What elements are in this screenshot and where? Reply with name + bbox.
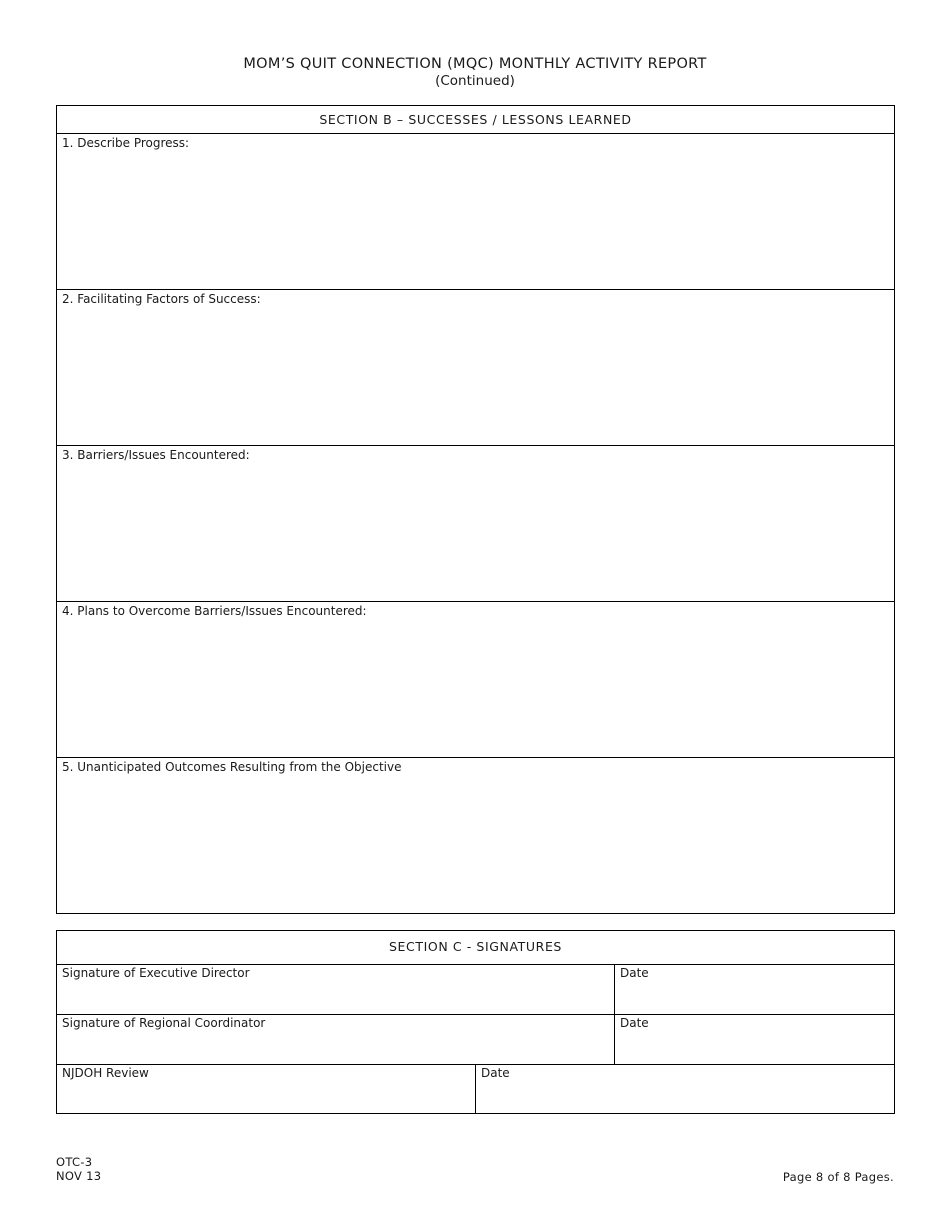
facilitating-factors-label: 2. Facilitating Factors of Success:	[62, 292, 261, 306]
form-revision-date: NOV 13	[56, 1169, 102, 1183]
executive-director-date-label: Date	[620, 966, 649, 980]
describe-progress-label: 1. Describe Progress:	[62, 136, 190, 150]
section-c-heading: SECTION C - SIGNATURES	[57, 931, 894, 965]
executive-director-signature-label: Signature of Executive Director	[62, 966, 250, 980]
section-b-table	[56, 105, 895, 914]
unanticipated-outcomes-field[interactable]	[57, 758, 894, 913]
executive-director-signature-field[interactable]	[57, 965, 615, 1014]
describe-progress-field[interactable]	[57, 134, 894, 290]
unanticipated-outcomes-label: 5. Unanticipated Outcomes Resulting from the Objective	[62, 760, 402, 774]
plans-overcome-label: 4. Plans to Overcome Barriers/Issues Encountered:	[62, 604, 367, 618]
signature-row	[57, 1065, 894, 1113]
section-c-table	[56, 930, 895, 1114]
njdoh-review-field[interactable]	[57, 1065, 476, 1113]
barriers-issues-field[interactable]	[57, 446, 894, 602]
signature-row	[57, 1015, 894, 1065]
form-title: MOM’S QUIT CONNECTION (MQC) MONTHLY ACTIVITY REPORT	[243, 56, 707, 72]
njdoh-review-date-field[interactable]	[476, 1065, 894, 1113]
regional-coordinator-date-field[interactable]	[615, 1015, 894, 1064]
form-code: OTC-3	[56, 1155, 93, 1169]
regional-coordinator-date-label: Date	[620, 1016, 649, 1030]
regional-coordinator-signature-field[interactable]	[57, 1015, 615, 1064]
signature-row	[57, 965, 894, 1015]
plans-overcome-field[interactable]	[57, 602, 894, 758]
regional-coordinator-signature-label: Signature of Regional Coordinator	[62, 1016, 266, 1030]
form-code-block	[56, 1155, 101, 1183]
page-number: Page 8 of 8 Pages.	[782, 1170, 894, 1184]
njdoh-review-date-label: Date	[481, 1066, 510, 1080]
executive-director-date-field[interactable]	[615, 965, 894, 1014]
section-b-heading: SECTION B – SUCCESSES / LESSONS LEARNED	[57, 106, 894, 134]
barriers-issues-label: 3. Barriers/Issues Encountered:	[62, 448, 250, 462]
njdoh-review-label: NJDOH Review	[62, 1066, 149, 1080]
facilitating-factors-field[interactable]	[57, 290, 894, 446]
form-subtitle: (Continued)	[435, 73, 515, 89]
